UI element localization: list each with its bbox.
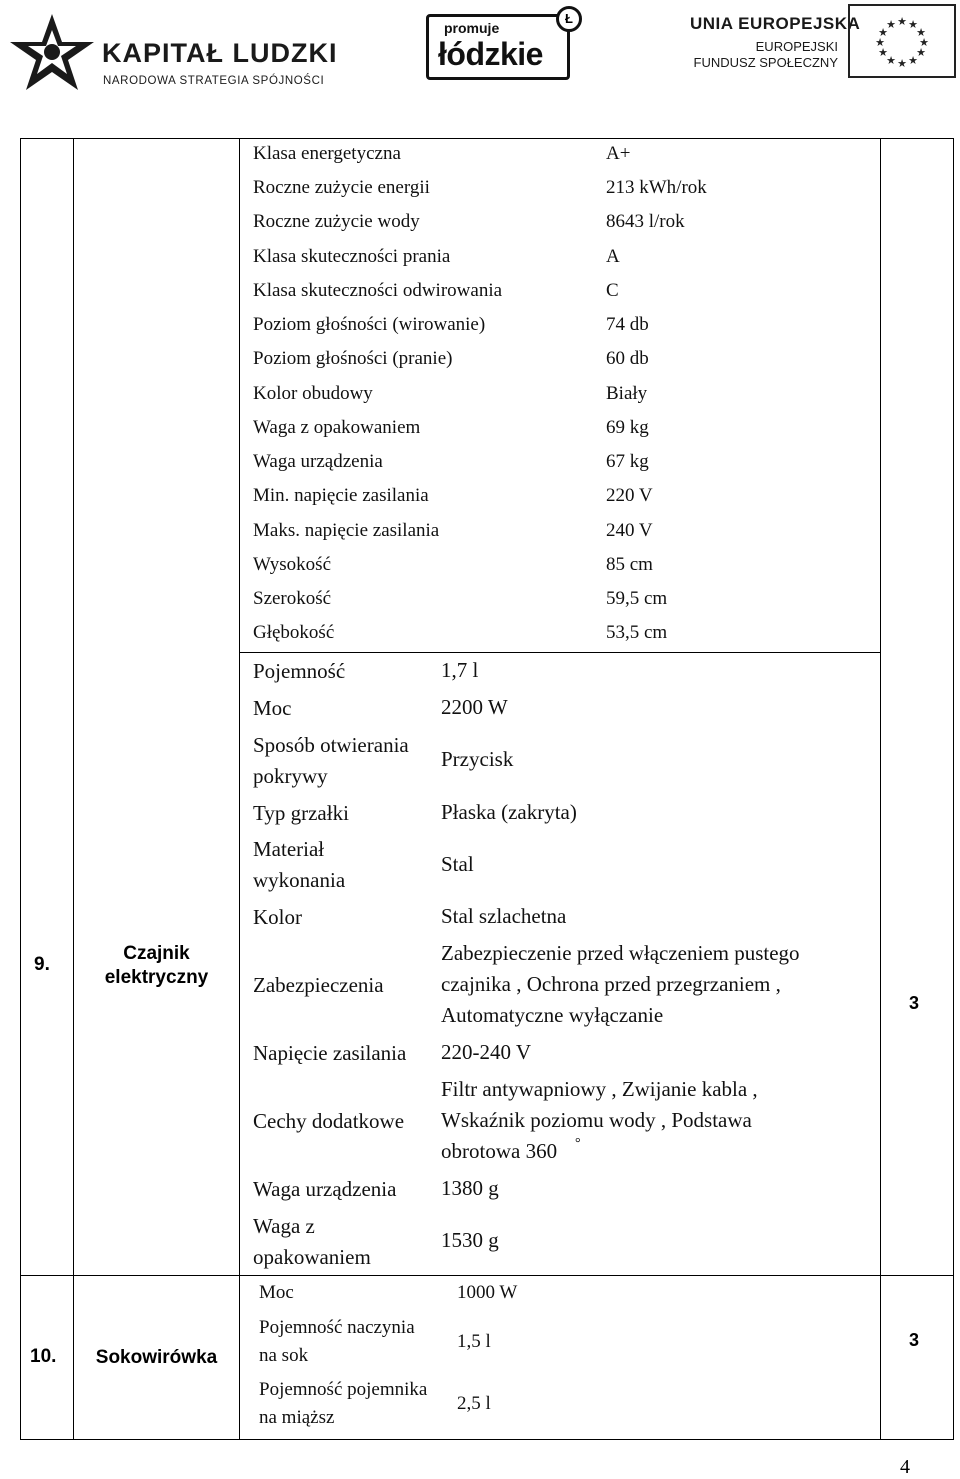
list-item: Głębokość xyxy=(253,622,335,643)
lodzkie-big-text: łódzkie xyxy=(438,36,543,72)
spec-value: Stal szlachetna xyxy=(441,904,567,928)
kapital-ludzki-subtitle: NARODOWA STRATEGIA SPÓJNOŚCI xyxy=(103,75,325,87)
spec-label: Materiał xyxy=(253,837,325,861)
spec-value: 220-240 V xyxy=(441,1040,532,1064)
product-name-line-2: elektryczny xyxy=(104,967,209,988)
list-item: 53,5 cm xyxy=(606,622,668,643)
list-item: A xyxy=(606,246,620,267)
list-item: 74 db xyxy=(606,314,649,335)
spec-value-cont: obrotowa 360 xyxy=(441,1139,558,1163)
row-divider-9-10 xyxy=(20,1275,954,1276)
row-number: 10. xyxy=(30,1346,57,1367)
list-item: 85 cm xyxy=(606,554,653,575)
spec-value: Płaska (zakryta) xyxy=(441,800,577,824)
list-item: A+ xyxy=(606,143,631,164)
spec-value: 1530 g xyxy=(441,1228,499,1252)
degree-icon: ° xyxy=(575,1136,581,1151)
list-item: 69 kg xyxy=(606,417,649,438)
ue-line-3: FUNDUSZ SPOŁECZNY xyxy=(693,55,838,70)
product-name-line-1: Czajnik xyxy=(123,943,190,964)
spec-label: Typ grzałki xyxy=(253,801,349,825)
washer-kettle-divider xyxy=(240,652,881,653)
table-col-line-1 xyxy=(73,138,74,1440)
spec-label: Pojemność naczynia xyxy=(259,1317,415,1338)
spec-value: 2,5 l xyxy=(457,1393,491,1414)
list-item: Waga urządzenia xyxy=(253,451,383,472)
list-item: Biały xyxy=(606,383,648,404)
list-item: 8643 l/rok xyxy=(606,211,685,232)
table-border-left xyxy=(20,138,21,1440)
list-item: Kolor obudowy xyxy=(253,383,373,404)
list-item: 59,5 cm xyxy=(606,588,668,609)
list-item: 213 kWh/rok xyxy=(606,177,707,198)
spec-label-cont: wykonania xyxy=(253,868,346,892)
table-border-top xyxy=(20,138,954,139)
list-item: Klasa energetyczna xyxy=(253,143,401,164)
svg-text:★: ★ xyxy=(916,26,926,39)
list-item: Poziom głośności (pranie) xyxy=(253,348,453,369)
spec-value: Stal xyxy=(441,852,474,876)
svg-text:★: ★ xyxy=(886,18,896,31)
table-border-right xyxy=(953,138,954,1440)
spec-label-cont: na sok xyxy=(259,1345,309,1366)
lodzkie-small-text: promuje xyxy=(444,20,500,36)
product-name xyxy=(74,942,239,990)
list-item: Wysokość xyxy=(253,554,332,575)
page-header xyxy=(0,0,960,100)
spec-value-cont: Automatyczne wyłączanie xyxy=(441,1003,664,1027)
svg-text:★: ★ xyxy=(878,46,888,59)
svg-text:★: ★ xyxy=(908,54,918,67)
list-item: Roczne zużycie wody xyxy=(253,211,420,232)
spec-value: 1,7 l xyxy=(441,658,479,682)
spec-label: Zabezpieczenia xyxy=(253,973,384,997)
list-item: Poziom głośności (wirowanie) xyxy=(253,314,486,335)
list-item: 67 kg xyxy=(606,451,649,472)
spec-label: Waga z xyxy=(253,1214,315,1238)
spec-label: Cechy dodatkowe xyxy=(253,1109,405,1133)
promuje-lodzkie-logo xyxy=(426,6,586,80)
list-item: Klasa skuteczności odwirowania xyxy=(253,280,503,301)
spec-label: Napięcie zasilania xyxy=(253,1041,407,1065)
spec-value-cont: Wskaźnik poziomu wody , Podstawa xyxy=(441,1108,752,1132)
list-item: Waga z opakowaniem xyxy=(253,417,421,438)
kapital-ludzki-title: KAPITAŁ LUDZKI xyxy=(102,38,338,68)
page-number: 4 xyxy=(900,1456,910,1478)
ue-text-block xyxy=(690,14,861,70)
svg-text:★: ★ xyxy=(908,18,918,31)
list-item: C xyxy=(606,280,619,301)
quantity: 3 xyxy=(909,993,920,1013)
svg-text:★: ★ xyxy=(886,54,896,67)
row-number: 9. xyxy=(34,954,50,975)
spec-label: Moc xyxy=(259,1282,294,1303)
spec-label: Sposób otwierania xyxy=(253,733,409,757)
eu-stars-icon xyxy=(850,6,954,76)
spec-value-cont: czajnika , Ochrona przed przegrzaniem , xyxy=(441,972,781,996)
svg-text:★: ★ xyxy=(916,46,926,59)
spec-value: 1,5 l xyxy=(457,1331,491,1352)
list-item: Min. napięcie zasilania xyxy=(253,485,429,506)
list-item: Klasa skuteczności prania xyxy=(253,246,451,267)
eu-flag-icon xyxy=(848,4,956,78)
svg-text:★: ★ xyxy=(897,15,907,28)
svg-text:★: ★ xyxy=(897,57,907,70)
list-item: Roczne zużycie energii xyxy=(253,177,430,198)
svg-text:★: ★ xyxy=(875,36,885,49)
kapital-ludzki-logo xyxy=(4,12,338,92)
spec-label: Waga urządzenia xyxy=(253,1177,397,1201)
spec-value: 2200 W xyxy=(441,695,508,719)
list-item: 240 V xyxy=(606,520,653,541)
product-name: Sokowirówka xyxy=(95,1347,218,1368)
spec-label: Pojemność xyxy=(253,659,346,683)
list-item: Szerokość xyxy=(253,588,332,609)
list-item: 220 V xyxy=(606,485,653,506)
spec-label: Pojemność pojemnika xyxy=(259,1379,428,1400)
kapital-ludzki-star-icon xyxy=(4,12,100,94)
spec-value: Filtr antywapniowy , Zwijanie kabla , xyxy=(441,1077,758,1101)
ue-line-1: UNIA EUROPEJSKA xyxy=(690,14,861,33)
list-item: Maks. napięcie zasilania xyxy=(253,520,440,541)
spec-value: 1380 g xyxy=(441,1176,499,1200)
spec-value: Przycisk xyxy=(441,747,514,771)
list-item: 60 db xyxy=(606,348,649,369)
svg-text:★: ★ xyxy=(919,36,929,49)
table-col-line-3 xyxy=(880,138,881,1440)
lodzkie-circle-icon: Ł xyxy=(556,6,582,32)
spec-value: 1000 W xyxy=(457,1282,518,1303)
svg-text:★: ★ xyxy=(878,26,888,39)
spec-label: Kolor xyxy=(253,905,302,929)
spec-label-cont: na miąższ xyxy=(259,1407,335,1428)
table-border-bottom xyxy=(20,1439,954,1440)
spec-label: Moc xyxy=(253,696,292,720)
spec-label-cont: opakowaniem xyxy=(253,1245,371,1269)
ue-line-2: EUROPEJSKI xyxy=(755,39,838,54)
table-col-line-2 xyxy=(239,138,240,1440)
quantity: 3 xyxy=(909,1330,920,1350)
spec-label-cont: pokrywy xyxy=(253,764,328,788)
spec-value: Zabezpieczenie przed włączeniem pustego xyxy=(441,941,800,965)
